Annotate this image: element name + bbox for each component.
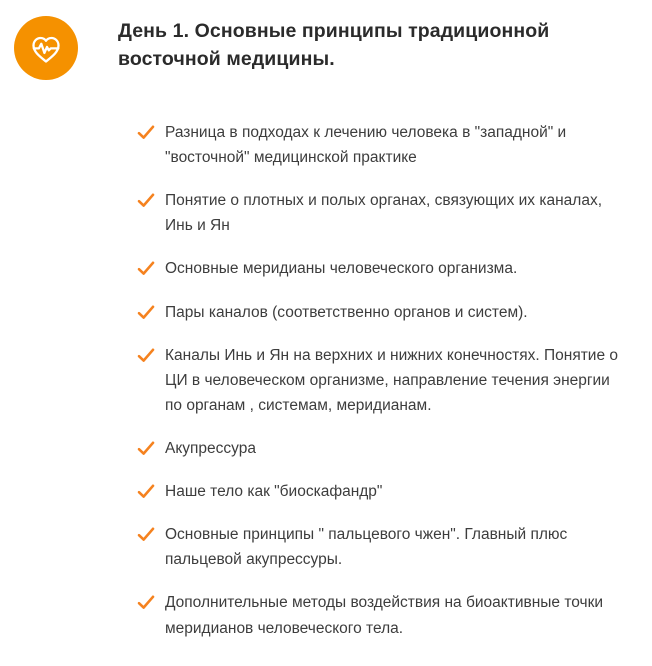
list-item xyxy=(137,436,628,461)
list-item-text: Дополнительные методы воздействия на биоактивные точки меридианов человеческого тела. xyxy=(165,594,604,637)
page-title: День 1. Основные принципы традиционной восточной медицины. xyxy=(118,20,550,70)
check-icon xyxy=(137,483,155,501)
list-item xyxy=(137,256,628,281)
list-item-text: Акупрессура xyxy=(165,439,256,457)
list-item-text: Основные принципы " пальцевого чжен". Главный плюс пальцевой акупрессуры. xyxy=(165,526,568,569)
check-icon xyxy=(137,260,155,278)
list-item xyxy=(137,120,628,170)
list-item xyxy=(137,522,628,572)
check-icon xyxy=(137,304,155,322)
check-icon xyxy=(137,124,155,142)
list-item-text: Наше тело как "биоскафандр" xyxy=(165,483,383,501)
list-item xyxy=(137,300,628,325)
list-item xyxy=(137,343,628,418)
list-item-text: Пары каналов (соответственно органов и систем). xyxy=(165,303,528,321)
check-icon xyxy=(137,347,155,365)
topics-list xyxy=(0,80,652,641)
heartbeat-icon xyxy=(14,16,78,80)
list-item-text: Разница в подходах к лечению человека в "западной" и "восточной" медицинской практике xyxy=(165,124,567,167)
list-item-text: Каналы Инь и Ян на верхних и нижних конечностях. Понятие о ЦИ в человеческом организме, направление течения энергии по органам , системам, меридианам. xyxy=(165,346,619,414)
card-header xyxy=(0,0,652,80)
list-item xyxy=(137,590,628,640)
list-item-text: Понятие о плотных и полых органах, связующих их каналах, Инь и Ян xyxy=(165,192,603,235)
check-icon xyxy=(137,526,155,544)
check-icon xyxy=(137,594,155,612)
check-icon xyxy=(137,192,155,210)
check-icon xyxy=(137,440,155,458)
list-item-text: Основные меридианы человеческого организма. xyxy=(165,260,518,278)
list-item xyxy=(137,479,628,504)
list-item xyxy=(137,188,628,238)
